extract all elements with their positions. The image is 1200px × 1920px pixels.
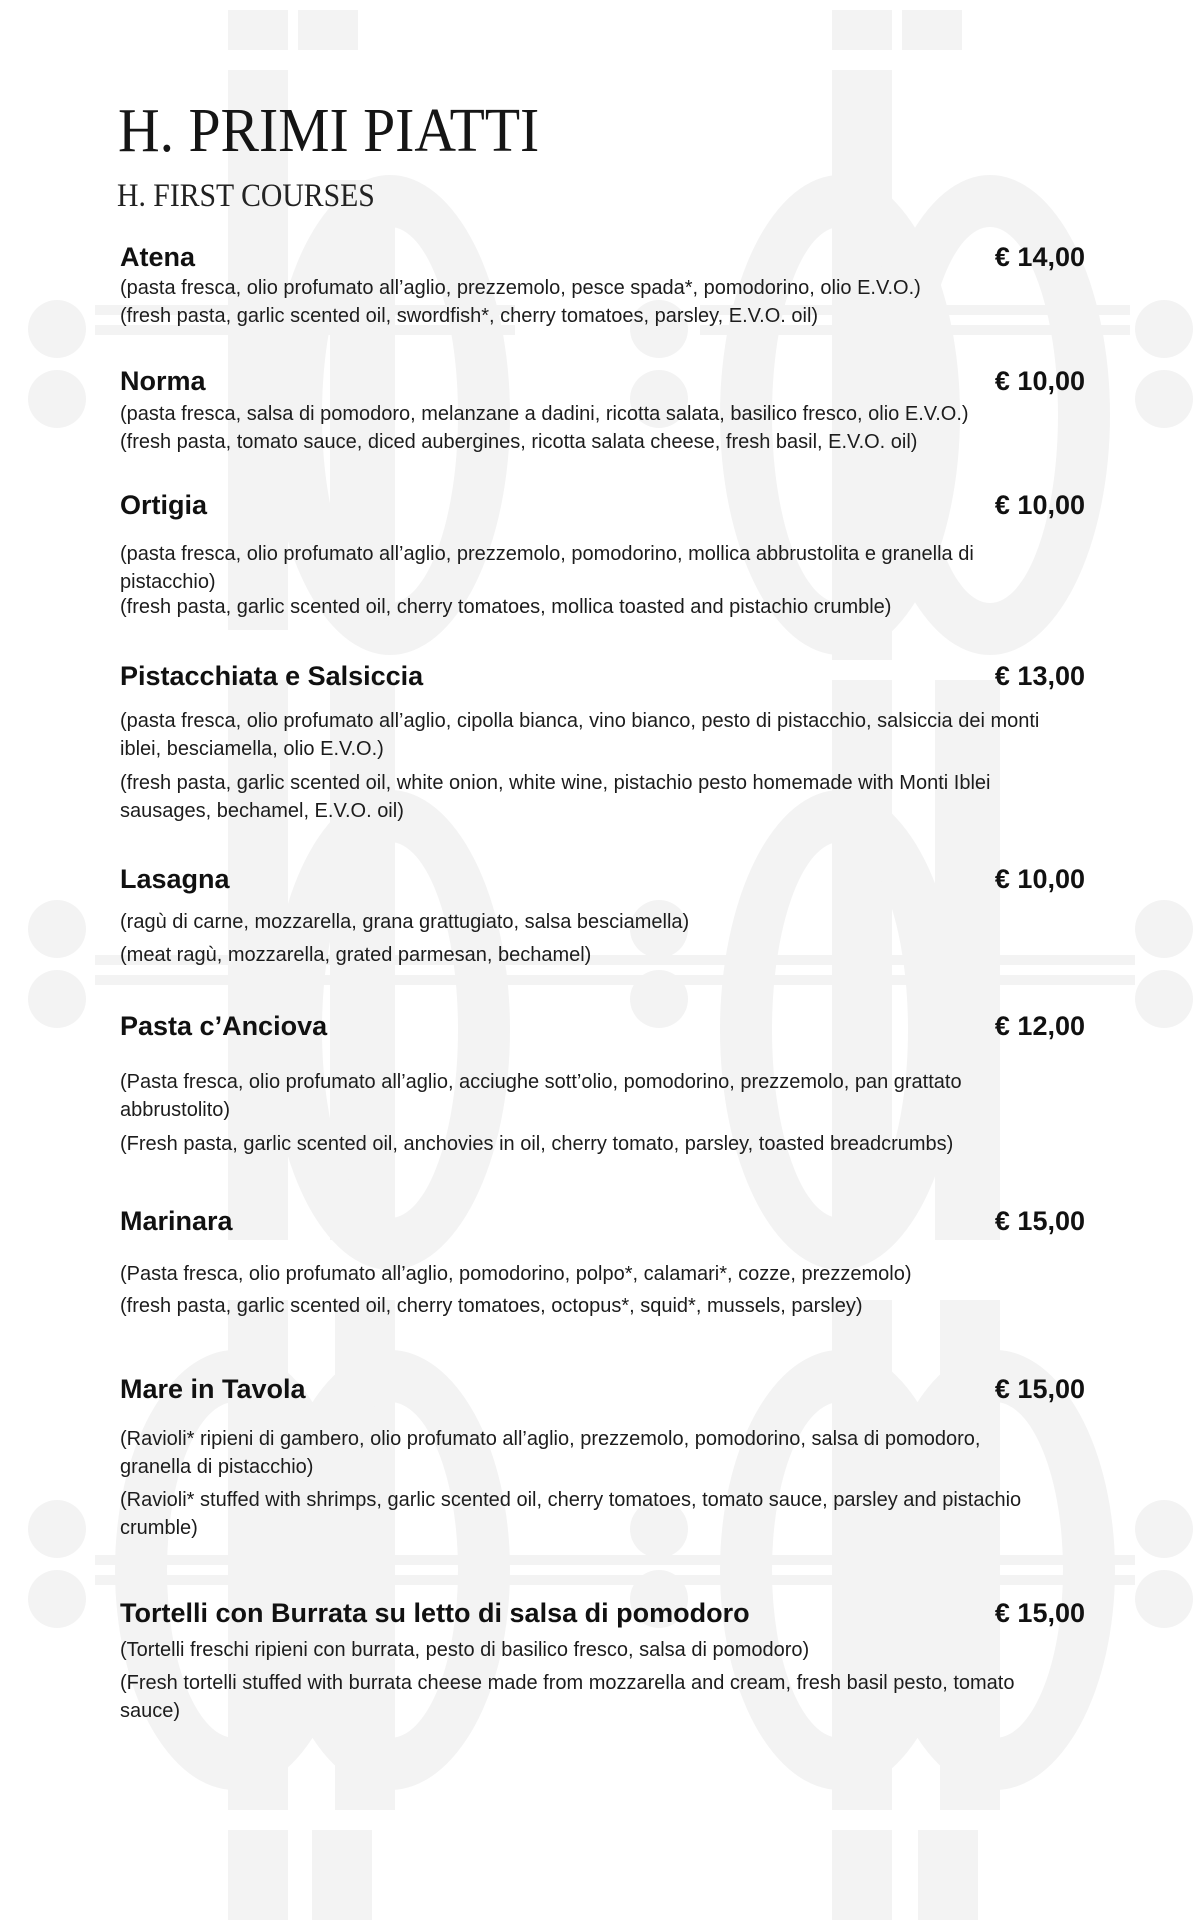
dish-description-en: (fresh pasta, garlic scented oil, white onion, white wine, pistachio pesto homemade with Monti Iblei sausages, bechamel, E.V.O. oil) <box>120 772 991 822</box>
dish-description-en: (Fresh tortelli stuffed with burrata cheese made from mozzarella and cream, fresh basil pesto, tomato sauce) <box>120 1672 1015 1722</box>
dish-price: € 10,00 <box>994 490 1085 520</box>
dish-description-en: (fresh pasta, tomato sauce, diced aubergines, ricotta salata cheese, fresh basil, E.V.O. oil) <box>120 431 918 453</box>
dish-description-it: (pasta fresca, salsa di pomodoro, melanzane a dadini, ricotta salata, basilico fresco, olio E.V.O.) <box>120 403 969 425</box>
dish-description-it: (pasta fresca, olio profumato all’aglio, prezzemolo, pomodorino, mollica abbrustolita e granella di pistacchio) <box>120 543 974 593</box>
dish-description-it: (pasta fresca, olio profumato all’aglio, prezzemolo, pesce spada*, pomodorino, olio E.V.O.) <box>120 277 921 299</box>
dish-name: Mare in Tavola <box>120 1374 306 1404</box>
menu-item <box>120 1372 1085 1542</box>
page-subtitle: H. FIRST COURSES <box>117 178 375 214</box>
dish-name: Ortigia <box>120 490 208 520</box>
dish-price: € 14,00 <box>994 242 1085 272</box>
dish-description-it: (Tortelli freschi ripieni con burrata, pesto di basilico fresco, salsa di pomodoro) <box>120 1639 810 1661</box>
dish-price: € 13,00 <box>994 661 1085 691</box>
dish-name: Tortelli con Burrata su letto di salsa di pomodoro <box>120 1598 750 1628</box>
dish-description-en: (Fresh pasta, garlic scented oil, anchovies in oil, cherry tomato, parsley, toasted breadcrumbs) <box>120 1133 954 1155</box>
menu-item <box>120 240 1085 330</box>
menu-item <box>120 1596 1085 1725</box>
dish-price: € 10,00 <box>994 366 1085 396</box>
dish-price: € 15,00 <box>994 1374 1085 1404</box>
dish-name: Marinara <box>120 1206 233 1236</box>
dish-description-en: (Ravioli* stuffed with shrimps, garlic scented oil, cherry tomatoes, tomato sauce, parsley and pistachio crumble) <box>120 1489 1022 1539</box>
dish-price: € 12,00 <box>994 1011 1085 1041</box>
menu-item <box>120 862 1085 969</box>
dish-name: Norma <box>120 366 206 396</box>
dish-price: € 10,00 <box>994 864 1085 894</box>
dish-name: Pistacchiata e Salsiccia <box>120 661 424 691</box>
dish-description-en: (meat ragù, mozzarella, grated parmesan, bechamel) <box>120 944 592 966</box>
dish-price: € 15,00 <box>994 1598 1085 1628</box>
dish-description-en: (fresh pasta, garlic scented oil, cherry tomatoes, mollica toasted and pistachio crumble) <box>120 596 892 618</box>
dish-name: Pasta c’Anciova <box>120 1011 328 1041</box>
dish-description-it: (Ravioli* ripieni di gambero, olio profumato all’aglio, prezzemolo, pomodorino, salsa di pomodoro, granella di pistacchio) <box>120 1428 981 1478</box>
dish-description-en: (fresh pasta, garlic scented oil, cherry tomatoes, octopus*, squid*, mussels, parsley) <box>120 1295 863 1317</box>
page-title: H. PRIMI PIATTI <box>118 97 540 165</box>
dish-price: € 15,00 <box>994 1206 1085 1236</box>
menu-item <box>120 1204 1085 1320</box>
menu-item <box>120 659 1085 825</box>
dish-description-en: (fresh pasta, garlic scented oil, swordfish*, cherry tomatoes, parsley, E.V.O. oil) <box>120 305 819 327</box>
dish-description-it: (Pasta fresca, olio profumato all’aglio, pomodorino, polpo*, calamari*, cozze, prezzemolo) <box>120 1263 912 1285</box>
dish-description-it: (pasta fresca, olio profumato all’aglio, cipolla bianca, vino bianco, pesto di pistacchio, salsiccia dei monti iblei, besciamella, olio E.V.O.) <box>120 710 1040 760</box>
dish-name: Lasagna <box>120 864 230 894</box>
dish-name: Atena <box>120 242 196 272</box>
dish-description-it: (ragù di carne, mozzarella, grana grattugiato, salsa besciamella) <box>120 911 690 933</box>
menu-item <box>120 364 1085 456</box>
dish-description-it: (Pasta fresca, olio profumato all’aglio, acciughe sott’olio, pomodorino, prezzemolo, pan grattato abbrustolito) <box>120 1071 962 1121</box>
menu-item <box>120 1009 1085 1158</box>
menu-item <box>120 488 1085 621</box>
